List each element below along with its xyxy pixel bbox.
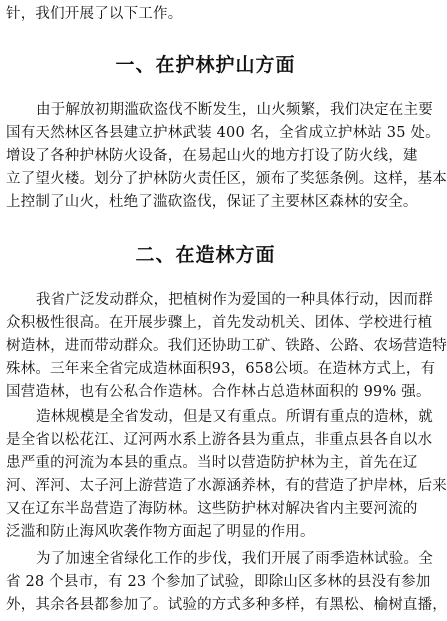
section1-paragraph-line: 立了望火楼。划分了护林防火责任区，颁布了奖惩条例。这样，基本 (6, 171, 447, 187)
section2-paragraph-line: 我省广泛发动群众，把植树作为爱国的一种具体行动，因而群 (36, 292, 433, 308)
section1-paragraph-line: 由于解放初期滥砍盗伐不断发生，山火频繁，我们决定在主要 (36, 102, 433, 118)
section2-paragraph-line: 外，其余各县都参加了。试验的方式多种多样，有黑松、榆树直播， (6, 597, 447, 613)
section2-paragraph-line: 国营造林，也有公私合作造林。合作林占总造林面积的 99% 强。 (6, 384, 431, 400)
section-heading-1: 一、在护林护山方面 (115, 54, 296, 76)
section2-paragraph-line: 是全省以松花江、辽河两水系上游各县为重点，非重点县各自以水 (6, 432, 433, 448)
section2-paragraph-line: 又在辽东半岛营造了海防林。这些防护林对解决省内主要河流的 (6, 501, 418, 517)
section2-paragraph-line: 造林规模是全省发动，但是又有重点。所谓有重点的造林，就 (36, 409, 433, 425)
section2-paragraph-line: 众积极性很高。在开展步骤上，首先发动机关、团体、学校进行植 (6, 315, 433, 331)
section2-paragraph-line: 省 28 个县市，有 23 个参加了试验，即除山区多林的县没有参加 (6, 574, 431, 590)
section2-paragraph-line: 患严重的河流为本县的重点。当时以营造防护林为主，首先在辽 (6, 455, 418, 471)
section2-paragraph-line: 河、浑河、太子河上游营造了水源涵养林，有的营造了护岸林，后来 (6, 478, 447, 494)
text-line-top: 针，我们开展了以下工作。 (6, 6, 183, 22)
section1-paragraph-line: 国有天然林区各县建立护林武装 400 名，全省成立护林站 35 处。 (6, 125, 440, 141)
section2-paragraph-line: 为了加速全省绿化工作的步伐，我们开展了雨季造林试验。全 (36, 551, 433, 567)
section2-paragraph-line: 泛滥和防止海风吹袭作物方面起了明显的作用。 (6, 524, 315, 540)
section1-paragraph-line: 上控制了山火，杜绝了滥砍盗伐，保证了主要林区森林的安全。 (6, 194, 418, 210)
section1-paragraph-line: 增设了各种护林防火设备，在易起山火的地方打设了防火线，建 (6, 148, 418, 164)
section2-paragraph-line: 殊林。三年来全省完成造林面积93，658公顷。在造林方式上，有 (6, 361, 436, 377)
section-heading-2: 二、在造林方面 (135, 244, 276, 266)
section2-paragraph-line: 树造林，进而带动群众。我们还协助工矿、铁路、公路、农场营造特 (6, 338, 447, 354)
